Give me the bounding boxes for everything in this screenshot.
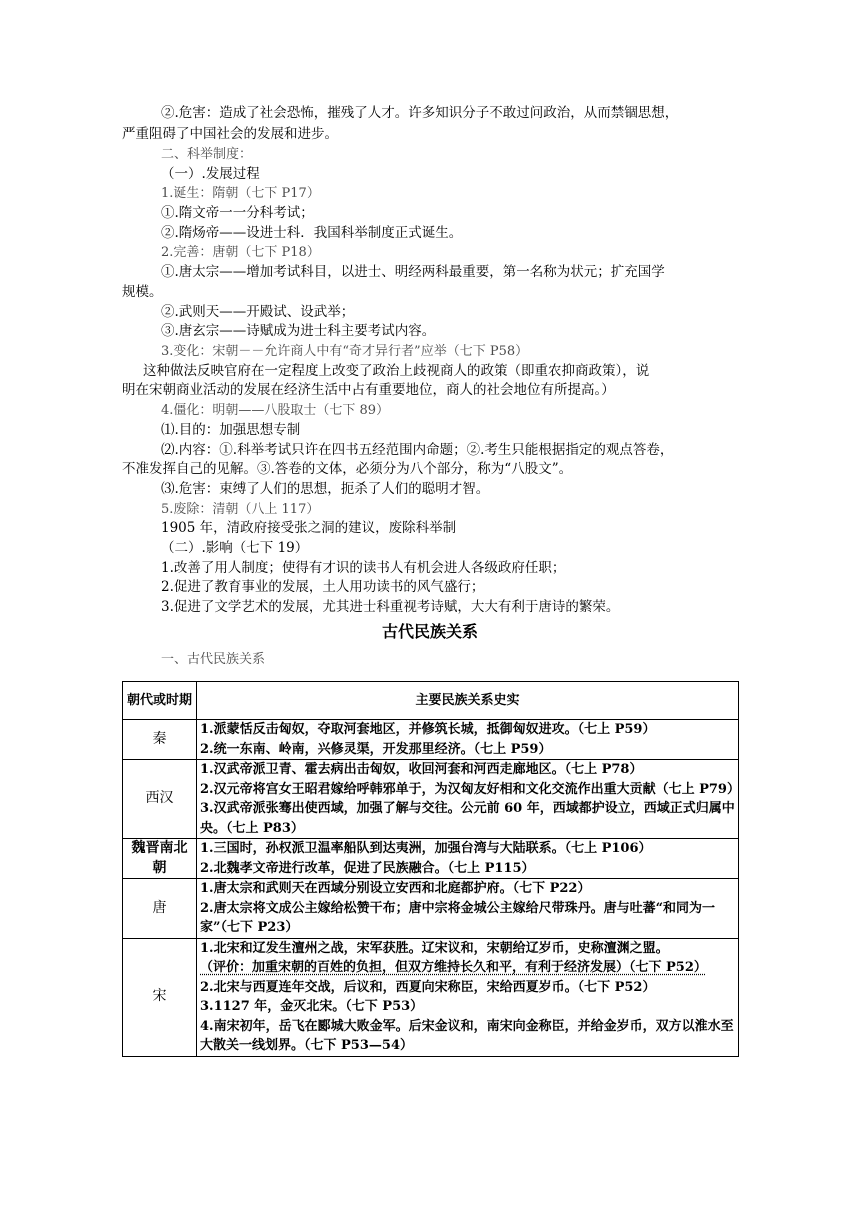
fact-item: 2.统一东南、岭南，兴修灵渠，开发那里经济。（七上 P59） (200, 741, 552, 757)
facts-cell (197, 938, 739, 1056)
fact-item: 2.汉元帝将宫女王昭君嫁给呼韩邪单于，为汉匈友好相和文化交流作出重大贡献（七上 P79） (200, 781, 740, 797)
text-line: ⑵.内容：①.科举考试只许在四书五经范围内命题；②.考生只能根据指定的观点答卷， (161, 442, 674, 458)
fact-item: 1.唐太宗和武则天在西域分别设立安西和北庭都护府。（七下 P22） (200, 881, 591, 896)
text-line: 严重阻碍了中国社会的发展和进步。 (122, 126, 338, 142)
fact-item: 2.唐太宗将文成公主嫁给松赞干布；唐中宗将金城公主嫁给尺带珠丹。唐与吐蕃“和同为一家”（七下 P23） (200, 900, 716, 935)
fact-item: 1.北宋和辽发生澶州之战，宋军获胜。辽宋议和，宋朝给辽岁币，史称澶渊之盟。 (200, 940, 669, 956)
text-line: 3.促进了文学艺术的发展，尤其进士科重视考诗赋，大大有利于唐诗的繁荣。 (161, 599, 620, 615)
facts-cell (197, 879, 739, 939)
header-facts (197, 682, 739, 720)
text-line: ③.唐玄宗——诗赋成为进士科主要考试内容。 (161, 323, 436, 339)
text-line: ②.武则天——开殿试、设武举； (161, 304, 355, 320)
era-cell: 西汉 (123, 760, 197, 839)
facts-cell (197, 839, 739, 879)
ethnic-relations-table (122, 681, 739, 1057)
text-line: 1.改善了用人制度；使得有才识的读书人有机会进人各级政府任职； (161, 560, 566, 576)
era-cell: 魏晋南北朝 (123, 839, 197, 879)
table-header-row (123, 682, 739, 720)
text-line: ①.唐太宗——增加考试科目，以进士、明经两科最重要，第一名称为状元；扩充国学 (161, 264, 665, 280)
facts-cell (197, 720, 739, 760)
fact-item: 3.1127 年，金灭北宋。（七下 P53） (200, 999, 424, 1014)
text-line: 1.诞生：隋朝（七下 P17） (161, 186, 320, 201)
header-facts-label: 主要民族关系史实 (415, 692, 520, 708)
table-row (123, 938, 739, 1056)
text-line: 1905 年，清政府接受张之洞的建议，废除科举制 (161, 520, 457, 536)
text-line: 2.促进了教育事业的发展，土人用功读书的风气盛行； (161, 579, 485, 595)
fact-item: 1.派蒙恬反击匈奴，夺取河套地区，并修筑长城，抵御匈奴进攻。（七上 P59） (200, 722, 656, 737)
text-line: ⑶.危害：束缚了人们的思想，扼杀了人们的聪明才智。 (161, 481, 490, 497)
text-line: 明在宋朝商业活动的发展在经济生活中占有重要地位，商人的社会地位有所提高。） (122, 382, 615, 398)
text-line: 5.废除：清朝（八上 117） (161, 502, 320, 517)
subsection-heading: （二）.影响（七下 19） (161, 540, 309, 556)
table-row (123, 839, 739, 879)
era-cell: 唐 (123, 879, 197, 939)
table-row (123, 720, 739, 760)
fact-item: 3.汉武帝派张骞出使西域，加强了解与交往。公元前 60 年，西域都护设立，西域正式归属中央。（七上 P83） (200, 801, 735, 836)
section-heading: 二、科举制度： (161, 147, 253, 162)
table-row (123, 760, 739, 839)
facts-cell (197, 760, 739, 839)
era-cell: 秦 (123, 720, 197, 760)
subheading: 一、古代民族关系 (161, 652, 266, 667)
text-line: ②.隋炀帝——设进士科．我国科举制度正式诞生。 (161, 225, 463, 241)
fact-item: 2.北魏孝文帝进行改革，促进了民族融合。（七上 P115） (200, 860, 535, 876)
fact-item: 1.汉武帝派卫青、霍去病出击匈奴，收回河套和河西走廊地区。（七上 P78） (200, 762, 643, 777)
fact-item: 4.南宋初年，岳飞在郾城大败金军。后宋金议和，南宋向金称臣，并给金岁币，双方以淮水至大散关一线划界。（七下 P53—54） (200, 1018, 734, 1053)
header-era-label: 朝代或时期 (126, 692, 192, 708)
fact-item: 2.北宋与西夏连年交战，后议和，西夏向宋称臣，宋给西夏岁币。（七下 P52） (200, 979, 656, 995)
text-line: 规模。 (122, 284, 163, 300)
text-line: 4.僵化：明朝——八股取士（七下 89） (161, 403, 390, 418)
table-row (123, 879, 739, 939)
text-line: ⑴.目的：加强思想专制 (161, 422, 301, 438)
fact-item-evaluation: （评价：加重宋朝的百姓的负担，但双方维持长久和平，有利于经济发展）（七下 P52） (200, 960, 707, 975)
text-line: 2.完善：唐朝（七下 P18） (161, 245, 320, 260)
header-era (123, 682, 197, 720)
text-line: ①.隋文帝一一分科考试； (161, 205, 314, 221)
text-line: 这种做法反映官府在一定程度上改变了政治上歧视商人的政策（即重农抑商政策），说 (143, 363, 650, 379)
section-title: 古代民族关系 (381, 622, 478, 641)
text-line: 不准发挥自己的见解。③.答卷的文体，必须分为八个部分，称为“八股文”。 (122, 461, 573, 477)
era-cell: 宋 (123, 938, 197, 1056)
text-line: ②.危害：造成了社会恐怖，摧残了人才。许多知识分子不敢过问政治，从而禁锢思想， (161, 105, 679, 121)
subsection-heading: （一）.发展过程 (161, 166, 260, 182)
text-line: 3.变化：宋朝－－允许商人中有“奇才异行者”应举（七下 P58） (161, 344, 529, 359)
fact-item: 1.三国时，孙权派卫温率船队到达夷洲，加强台湾与大陆联系。（七上 P106） (200, 841, 652, 856)
